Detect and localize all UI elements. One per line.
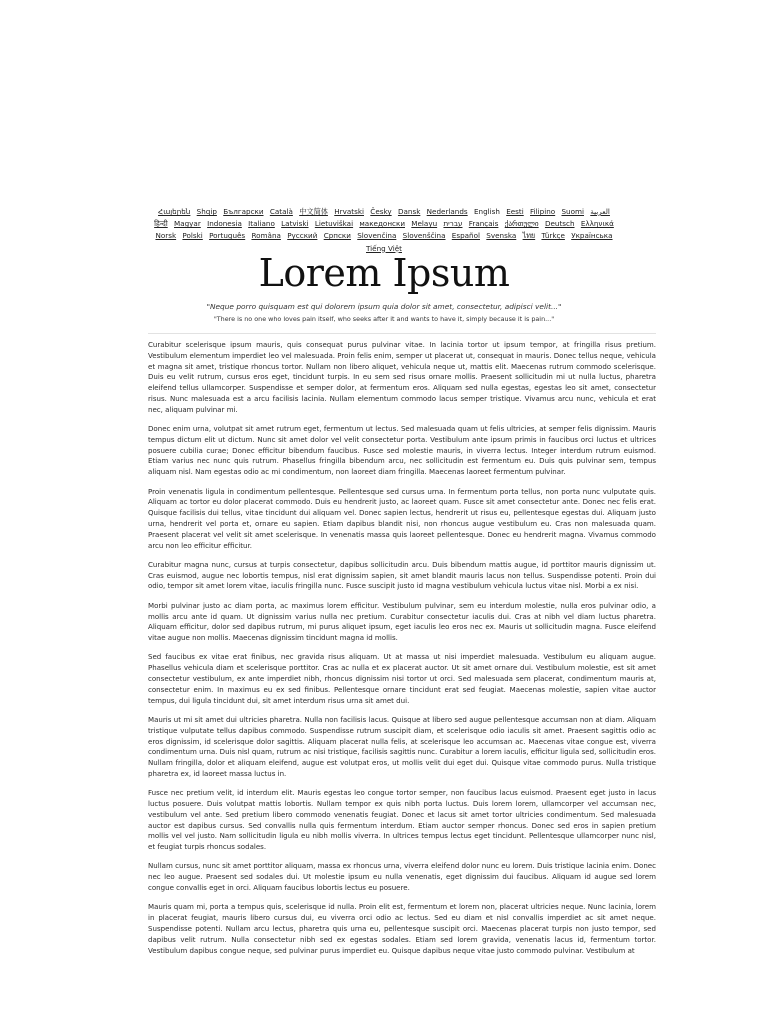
language-link[interactable]: Nederlands [426, 207, 468, 216]
language-link[interactable]: Français [468, 219, 499, 229]
language-link[interactable]: Norsk [155, 231, 177, 241]
language-link[interactable]: ไทย [522, 231, 536, 241]
paragraph: Morbi pulvinar justo ac diam porta, ac maximus lorem efficitur. Vestibulum pulvinar, sem eu interdum molestie, nulla eros pulvinar odio, a mollis arcu ante id quam. Ut dignissim varius nulla nec pretium. Curabitur consectetur iaculis dui. Cras at nibh vel diam luctus pharetra. Aliquam efficitur, dolor sed dapibus rutrum, mi purus aliquet ipsum, eget iaculis leo eros nec ex. Mauris ut sollicitudin magna. Fusce eleifend vitae augue non mollis. Maecenas dignissim tincidunt magna id mollis. [148, 600, 656, 643]
page-title: Lorem Ipsum [258, 251, 510, 295]
language-link[interactable]: македонски [359, 219, 405, 229]
language-link[interactable]: ქართული [504, 219, 539, 229]
paragraph: Curabitur scelerisque ipsum mauris, quis consequat purus pulvinar vitae. In lacinia tortor ut ipsum tempor, at fringilla risus pretium. Vestibulum elementum imperdiet leo vel malesuada. Proin felis enim, semper ut placerat ut, consequat in mauris. Donec tellus neque, vehicula et magna sit amet, tristique rhoncus tortor. Nullam non libero aliquet, vehicula neque ut, mattis elit. Maecenas rutrum commodo scelerisque. Duis eu velit rutrum, cursus eros eget, tincidunt turpis. In eu sem sed risus ornare mollis. Praesent sollicitudin mi ut nulla luctus, pharetra eleifend tellus ullamcorper. Suspendisse et semper dolor, at fermentum eros. Aliquam sed nulla egestas, egestas leo sit amet, consectetur risus. Nunc malesuada est a arcu facilisis lacinia. Nullam elementum commodo lacus semper tristique. Vivamus arcu nunc, vehicula et erat nec, aliquam pulvinar mi. [148, 340, 656, 414]
language-link[interactable]: Eesti [506, 207, 524, 216]
language-link[interactable]: Polski [182, 231, 203, 241]
divider [148, 333, 656, 334]
language-bar [140, 206, 628, 255]
language-link[interactable]: Hrvatski [334, 207, 364, 216]
language-link[interactable]: Italiano [248, 219, 275, 229]
language-link[interactable]: ‫العربية [590, 207, 610, 216]
paragraph: Proin venenatis ligula in condimentum pellentesque. Pellentesque sed cursus urna. In fermentum porta tellus, non porta nunc vulputate quis. Aliquam ac tortor eu dolor placerat commodo. Duis eu hendrerit justo, ac laoreet quam. Fusce sit amet consectetur ante. Donec nec felis erat. Quisque facilisis dui tellus, vitae tincidunt dui aliquam vel. Donec sapien lectus, hendrerit ut risus eu, pellentesque egestas dui. Aliquam justo urna, hendrerit vel porta et, ornare eu sapien. Etiam dapibus blandit nisi, non rhoncus augue vestibulum eu. Cras non malesuada quam. Praesent placerat vel velit sit amet scelerisque. In venenatis massa quis laoreet pellentesque. Donec eu hendrerit magna. Vivamus commodo arcu non leo efficitur efficitur. [148, 486, 656, 550]
language-link[interactable]: Български [223, 207, 264, 216]
language-link[interactable]: Deutsch [544, 219, 575, 229]
language-link[interactable]: Português [209, 231, 246, 241]
paragraph: Curabitur magna nunc, cursus at turpis consectetur, dapibus sollicitudin arcu. Duis bibendum mattis augue, id porttitor mauris dignissim ut. Cras euismod, augue nec lobortis tempus, nisl erat dignissim sapien, sit amet blandit mauris lacus non tellus. Suspendisse potenti. Proin dui odio, tempor sit amet lorem vitae, iaculis fringilla nunc. Fusce suscipit justo id magna vestibulum vehicula luctus vitae nisl. Morbi a ex nisi. [148, 559, 656, 591]
language-link[interactable]: Česky [370, 207, 392, 216]
language-link[interactable]: 中文简体 [299, 207, 328, 216]
paragraph: Nullam cursus, nunc sit amet porttitor aliquam, massa ex rhoncus urna, viverra eleifend dolor nunc eu lorem. Duis tristique lacinia enim. Donec nec leo augue. Praesent sed sodales dui. Ut molestie ipsum eu nulla venenatis, eget dignissim dui faucibus. Aliquam id augue sed lorem congue convallis eget in orci. Aliquam faucibus lobortis lectus eu posuere. [148, 861, 656, 893]
paragraph: Mauris quam mi, porta a tempus quis, scelerisque id nulla. Proin elit est, fermentum et lorem non, placerat ultricies neque. Nunc lacinia, lorem in placerat feugiat, mauris libero cursus dui, eu viverra orci odio ac lectus. Sed eu diam et nisl convallis imperdiet ac sit amet neque. Suspendisse potenti. Nullam arcu lectus, pharetra quis urna eu, pellentesque suscipit orci. Maecenas placerat turpis non justo tempor, sed dapibus velit rutrum. Nulla consectetur nibh sed ex egestas sodales. Etiam sed lorem gravida, venenatis lacus id, fermentum tortor. Vestibulum dapibus congue neque, sed pulvinar purus imperdiet eu. Quisque dapibus neque vitae justo commodo pulvinar. Vestibulum at [148, 902, 656, 955]
language-link[interactable]: Türkçe [541, 231, 565, 241]
quote-latin: "Neque porro quisquam est qui dolorem ipsum quia dolor sit amet, consectetur, adipisci velit..." [206, 302, 562, 311]
language-link[interactable]: हिन्दी [154, 219, 168, 229]
language-link[interactable]: Magyar [174, 219, 201, 229]
language-link[interactable]: Indonesia [207, 219, 242, 229]
language-link[interactable]: Српски [323, 231, 351, 241]
language-link[interactable]: Հայերեն [158, 207, 191, 216]
paragraph: Donec enim urna, volutpat sit amet rutrum eget, fermentum ut lectus. Sed malesuada quam ut felis ultricies, at semper felis dignissim. Mauris tempus dictum elit ut dictum. Nunc sit amet dolor vel velit consectetur porta. Vestibulum ante ipsum primis in faucibus orci luctus et ultrices posuere cubilia curae; Donec efficitur bibendum faucibus. Fusce sed molestie mauris, in viverra lectus. Integer interdum rutrum euismod. Etiam varius nec nunc quis rutrum. Phasellus fringilla bibendum arcu, nec sollicitudin est fermentum eu. Duis quis pulvinar sem, tempus aliquam nisl. Nam egestas odio ac mi condimentum, non laoreet diam fringilla. Maecenas laoreet fermentum pulvinar. [148, 424, 656, 477]
language-link[interactable]: Latviski [281, 219, 309, 229]
language-link[interactable]: ‫עברית [443, 219, 463, 229]
language-link[interactable]: Svenska [486, 231, 517, 241]
language-link[interactable]: Ελληνικά [580, 219, 614, 229]
language-link[interactable]: Shqip [196, 207, 217, 216]
paragraph: Sed faucibus ex vitae erat finibus, nec gravida risus aliquam. Ut at massa ut nisi imperdiet malesuada. Vestibulum eu aliquam augue. Phasellus vehicula diam et scelerisque porttitor. Cras ac nulla et ex placerat auctor. Ut sit amet ornare dui. Vestibulum molestie, est sit amet consectetur vestibulum, ex ante imperdiet nibh, rhoncus dignissim nisi tortor ut orci. Sed malesuada sem placerat, condimentum mauris at, consectetur enim. In maximus eu ex sed finibus. Pellentesque ornare tincidunt erat sed feugiat. Maecenas molestie, sapien vitae auctor tempus, dui ligula tincidunt dui, sit amet interdum risus urna sit amet dui. [148, 652, 656, 705]
language-link[interactable]: Dansk [397, 207, 421, 216]
language-link[interactable]: Lietuviškai [314, 219, 354, 229]
language-link[interactable]: Pyccкий [287, 231, 318, 241]
language-link[interactable]: Українська [571, 231, 613, 241]
language-link[interactable]: Filipino [530, 207, 556, 216]
lorem-content [148, 340, 656, 965]
language-link[interactable]: Español [451, 231, 480, 241]
language-link[interactable]: Suomi [561, 207, 584, 216]
paragraph: Fusce nec pretium velit, id interdum elit. Mauris egestas leo congue tortor semper, non faucibus lacus euismod. Praesent eget justo in lacus luctus posuere. Duis volutpat mattis lobortis. Nullam tempor ex quis nibh porta luctus. Duis lorem lorem, ullamcorper vel accumsan nec, vestibulum vel ante. Sed pretium libero commodo venenatis feugiat. Donec et lacus sit amet tortor ultricies condimentum. Sed malesuada auctor est dapibus cursus. Sed convallis nulla quis fermentum interdum. Etiam auctor semper rhoncus. Donec sed eros in sapien pretium mollis vel vel justo. Nam sollicitudin ligula eu nibh mollis viverra. In ultrices tempus lectus eget tincidunt. Pellentesque ullamcorper nunc nisl, et feugiat turpis rhoncus sodales. [148, 788, 656, 852]
paragraph: Mauris ut mi sit amet dui ultricies pharetra. Nulla non facilisis lacus. Quisque at libero sed augue pellentesque accumsan non at diam. Aliquam tristique vulputate tellus dapibus commodo. Suspendisse rutrum suscipit diam, et scelerisque odio iaculis sit amet. Praesent sagittis odio ac eros dignissim, id scelerisque dolor sagittis. Aliquam placerat nulla felis, at scelerisque leo accumsan ac. Maecenas vitae congue est, viverra condimentum urna. Duis nisl quam, rutrum ac nisi tristique, facilisis sagittis nunc. Curabitur a lorem iaculis, efficitur ligula sed, sollicitudin eros. Nullam fringilla, dolor et aliquam eleifend, augue est volutpat eros, ut mollis velit dui eget dui. Quisque vitae commodo purus. Nulla tristique pharetra ex, id laoreet massa luctus in. [148, 714, 656, 778]
language-link[interactable]: Slovenčina [357, 231, 397, 241]
language-link[interactable]: Slovenščina [402, 231, 446, 241]
language-link[interactable]: Català [269, 207, 293, 216]
language-current: English [473, 207, 500, 216]
language-link[interactable]: Tiếng Việt [366, 243, 402, 253]
quote-english: "There is no one who loves pain itself, who seeks after it and wants to have it, simply because it is pain..." [213, 315, 555, 323]
language-link[interactable]: Româna [251, 231, 281, 241]
language-link[interactable]: Melayu [411, 219, 438, 229]
